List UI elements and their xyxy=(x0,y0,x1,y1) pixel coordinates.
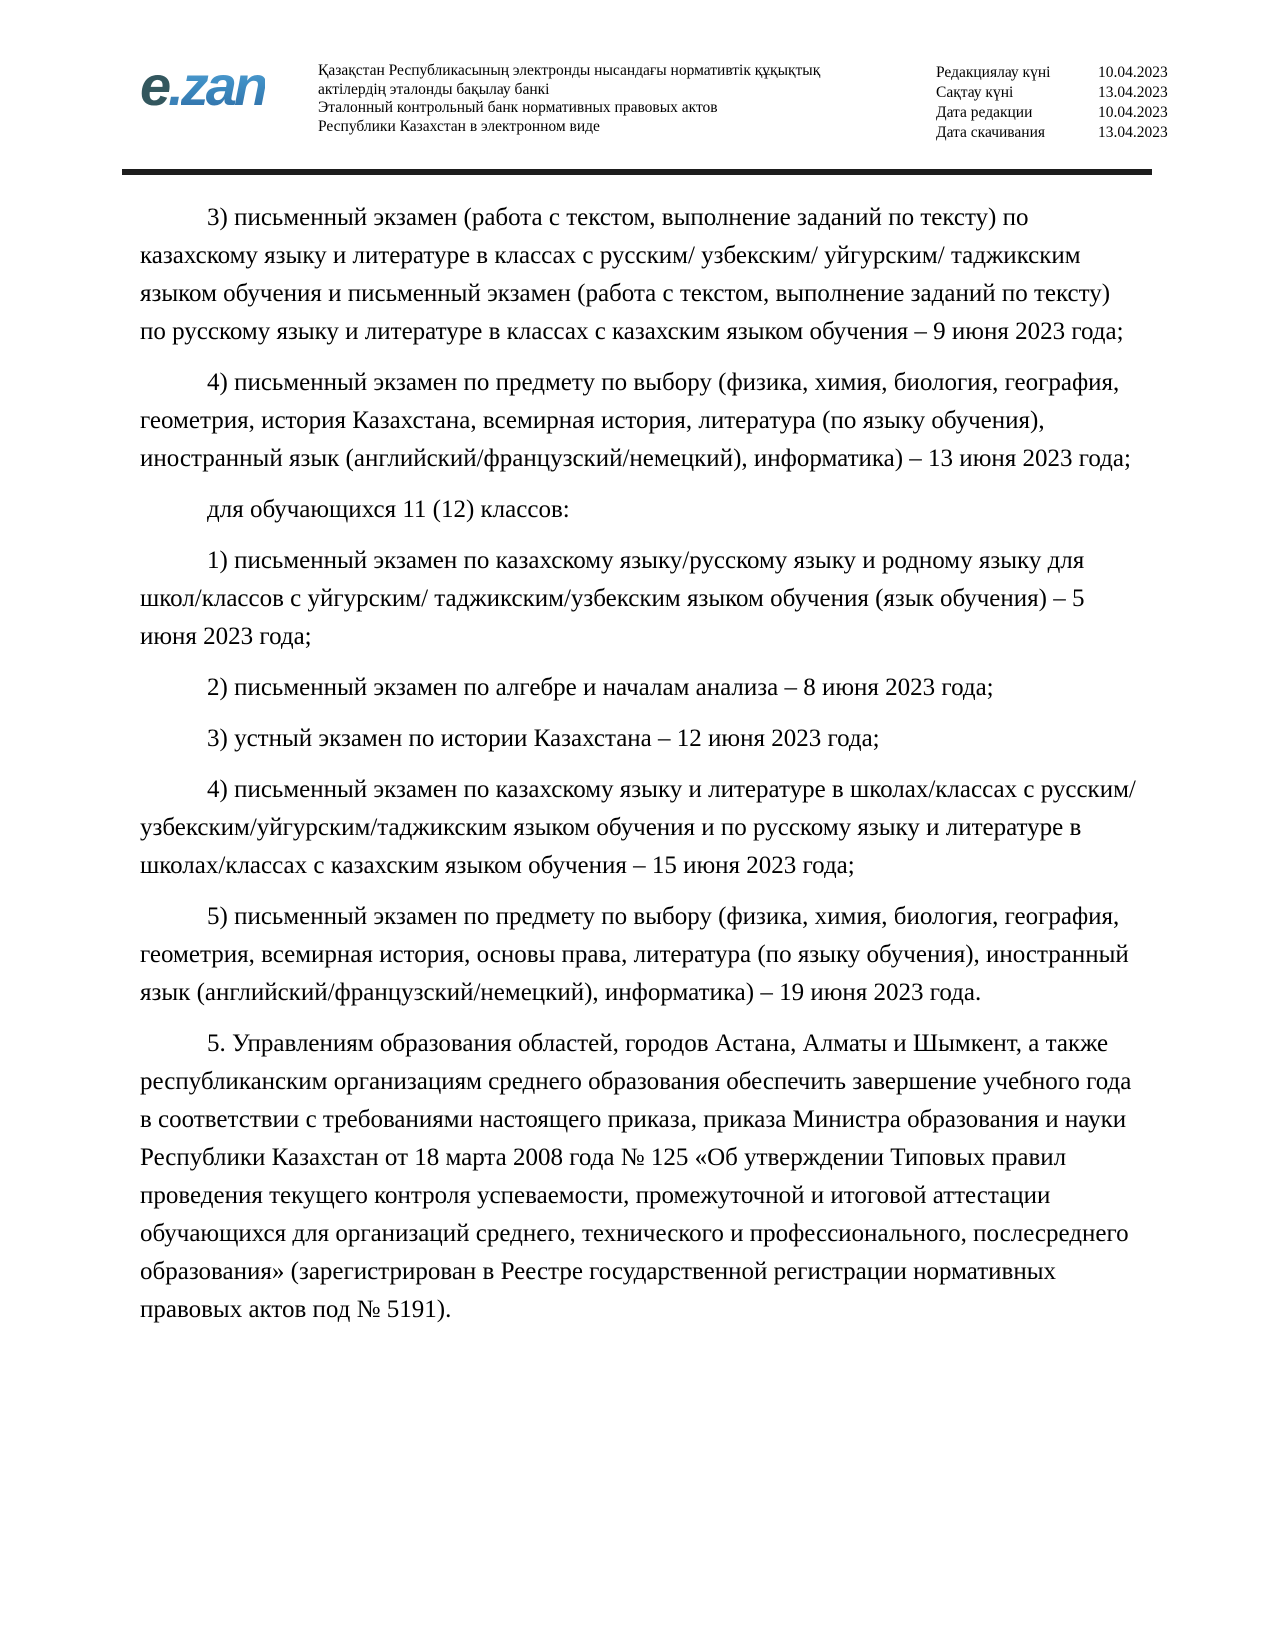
paragraph: 2) письменный экзамен по алгебре и началам анализа – 8 июня 2023 года; xyxy=(207,674,994,701)
date-value: 10.04.2023 xyxy=(1098,64,1168,81)
date-value: 13.04.2023 xyxy=(1098,124,1168,141)
paragraph: 5) письменный экзамен по предмету по выбору (физика, химия, биология, география, геометрия, всемирная история, основы права, литература (по языку обучения), иностранный язык (английский/французский/немецкий), информатика) – 19 июня 2023 года. xyxy=(140,903,1129,1006)
date-row xyxy=(936,63,1168,83)
logo-letter-e: e xyxy=(140,54,169,117)
paragraph: 4) письменный экзамен по предмету по выбору (физика, химия, биология, география, геометрия, история Казахстана, всемирная история, литература (по языку обучения), иностранный язык (английский/французский/немецкий), информатика) – 13 июня 2023 года; xyxy=(140,369,1131,472)
bank-title-line: актілердің эталонды бақылау банкі xyxy=(318,80,550,98)
date-label: Редакциялау күні xyxy=(936,64,1051,81)
date-label: Дата редакции xyxy=(936,104,1033,121)
header-divider xyxy=(122,169,1152,175)
paragraph: 5. Управлениям образования областей, городов Астана, Алматы и Шымкент, а также республиканским организациям среднего образования обеспечить завершение учебного года в соответствии с требованиями настоящего приказа, приказа Министра образования и науки Республики Казахстан от 18 марта 2008 года № 125 «Об утверждении Типовых правил проведения текущего контроля успеваемости, промежуточной и итоговой аттестации обучающихся для организаций среднего, технического и профессионального, послесреднего образования» (зарегистрирован в Реестре государственной регистрации нормативных правовых актов под № 5191). xyxy=(140,1030,1132,1323)
logo-zan: zan xyxy=(180,54,266,117)
paragraph: для обучающихся 11 (12) классов: xyxy=(207,496,570,523)
paragraph: 3) письменный экзамен (работа с текстом, выполнение заданий по тексту) по казахскому языку и литературе в классах с русским/ узбекским/ уйгурским/ таджикским языком обучения и письменный экзамен (работа с текстом, выполнение заданий по тексту) по русскому языку и литературе в классах с казахским языком обучения – 9 июня 2023 года; xyxy=(140,204,1124,345)
paragraph: 3) устный экзамен по истории Казахстана – 12 июня 2023 года; xyxy=(207,725,880,752)
dates-block xyxy=(936,63,1168,143)
date-label: Дата скачивания xyxy=(936,124,1046,141)
bank-title-line: Республики Казахстан в электронном виде xyxy=(318,117,600,135)
logo-dot: . xyxy=(168,54,181,117)
date-row xyxy=(936,123,1168,143)
date-value: 13.04.2023 xyxy=(1098,84,1168,101)
date-row xyxy=(936,103,1168,123)
date-label: Сақтау күні xyxy=(936,84,1014,101)
document-text xyxy=(140,199,1140,1342)
bank-title xyxy=(318,62,820,136)
bank-title-line: Қазақстан Республикасының электронды нысандағы нормативтік құқықтық xyxy=(318,62,821,79)
paragraph: 4) письменный экзамен по казахскому языку и литературе в школах/классах с русским/узбекским/уйгурским/таджикским языком обучения и по русскому языку и литературе в школах/классах с казахским языком обучения – 15 июня 2023 года; xyxy=(140,776,1136,879)
date-row xyxy=(936,83,1168,103)
paragraph: 1) письменный экзамен по казахскому языку/русскому языку и родному языку для школ/классов с уйгурским/ таджикским/узбекским языком обучения (язык обучения) – 5 июня 2023 года; xyxy=(140,547,1085,650)
ezan-logo xyxy=(140,54,266,117)
date-value: 10.04.2023 xyxy=(1098,104,1168,121)
bank-title-line: Эталонный контрольный банк нормативных правовых актов xyxy=(318,99,718,116)
